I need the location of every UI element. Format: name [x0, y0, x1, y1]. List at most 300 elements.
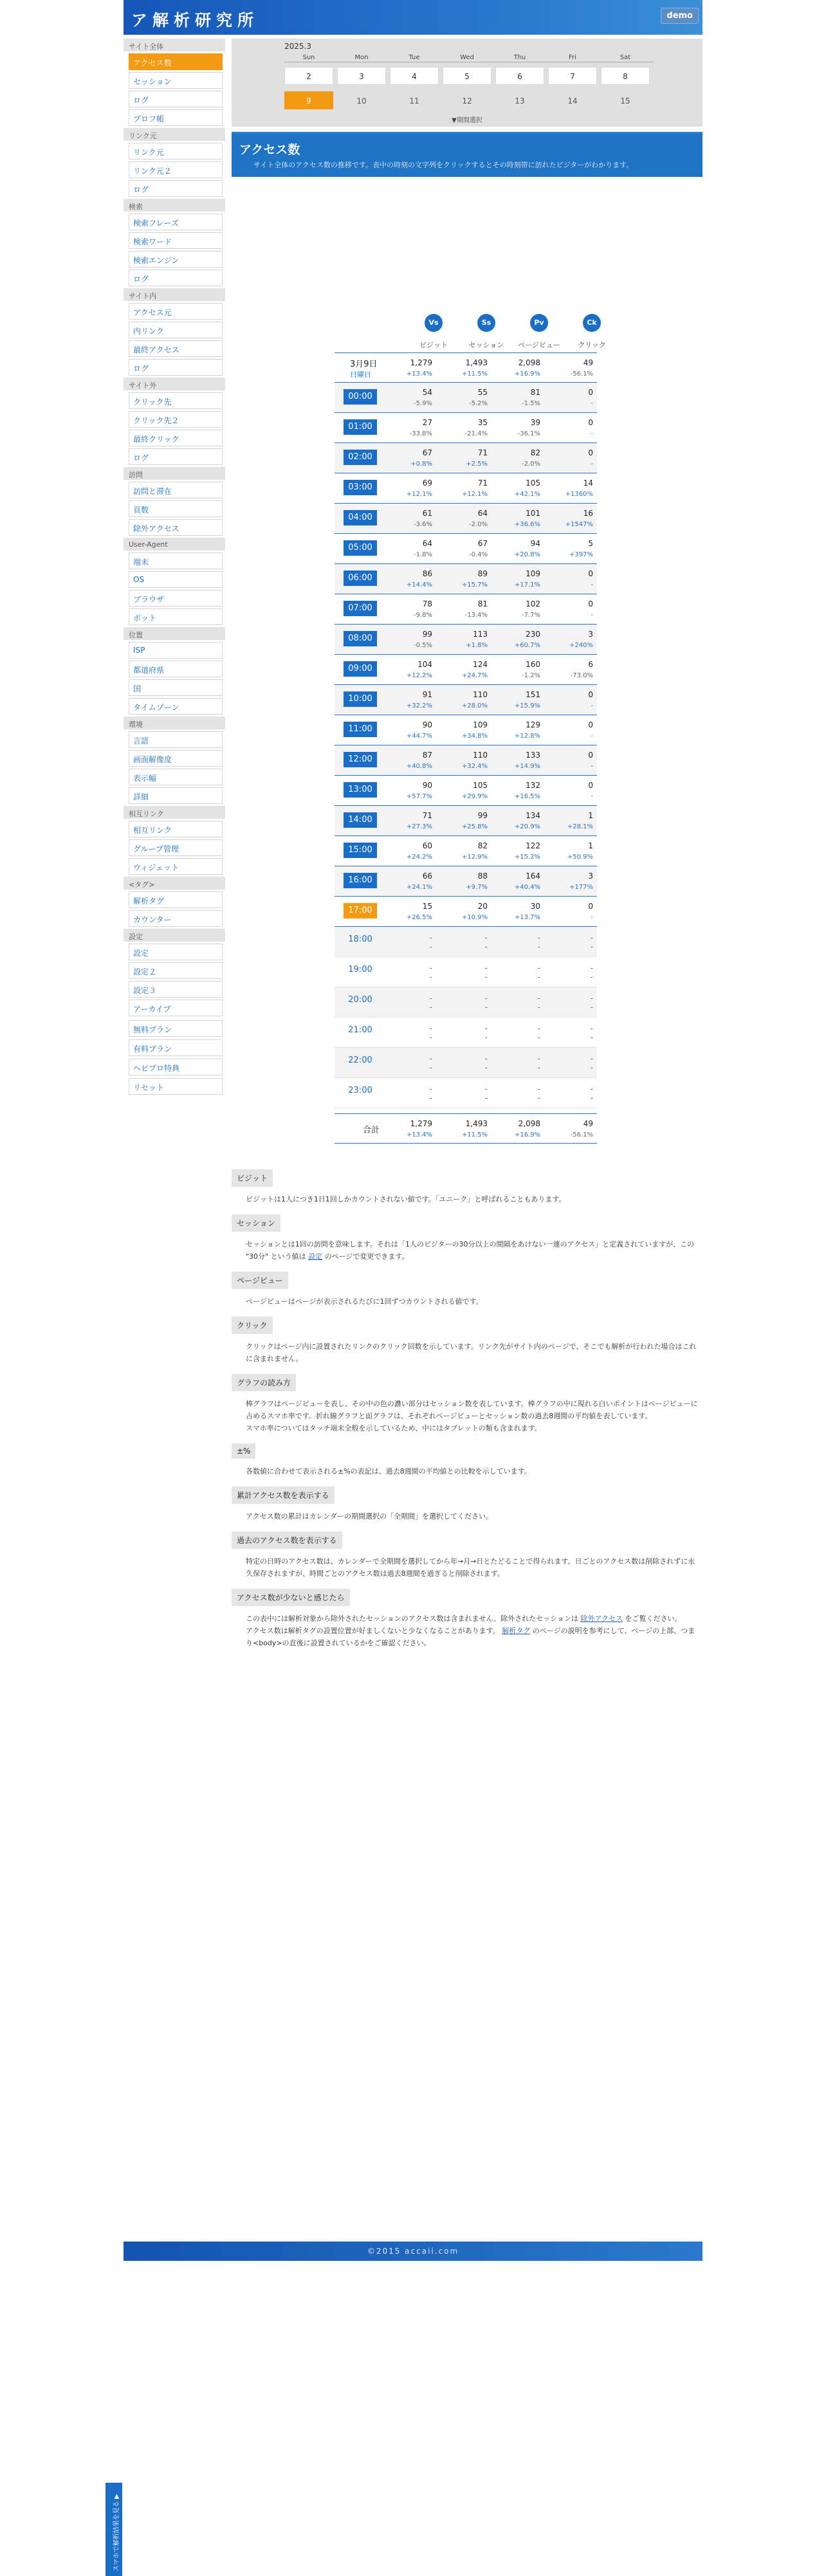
help-note-body [232, 1295, 702, 1308]
stat-value: 0 [588, 751, 593, 760]
stat-value: 110 [473, 690, 488, 699]
sidebar-group-head: User-Agent [124, 538, 225, 551]
sidebar-item[interactable]: カウンター [129, 910, 223, 927]
stat-rate: +240% [569, 642, 593, 649]
calendar-weekday: Wed [460, 54, 474, 61]
calendar-weekday: Fri [569, 54, 576, 61]
calendar-day[interactable]: 9 [284, 91, 333, 109]
help-note-link[interactable]: 設定 [308, 1252, 323, 1261]
stat-value: 160 [526, 660, 540, 669]
sidebar-group [124, 39, 225, 126]
calendar-day[interactable]: 5 [443, 67, 491, 85]
sidebar-group-head: 検索 [124, 199, 225, 212]
summary-date: 3月9日 [350, 360, 378, 369]
empty-value: - [537, 994, 540, 1003]
sidebar-group-head: サイト内 [124, 288, 225, 301]
total-row [335, 1113, 597, 1144]
stat-value: 3 [588, 630, 593, 639]
stat-value: 82 [530, 448, 540, 457]
hour-link[interactable]: 01:00 [344, 419, 377, 435]
stat-rate: - [591, 400, 593, 407]
help-note-link[interactable]: 除外アクセス [580, 1614, 623, 1623]
column-icon-vs: Vs [425, 314, 443, 332]
stat-rate: +12.8% [514, 733, 540, 740]
sidebar-item[interactable]: クリック先 [129, 392, 223, 409]
stat-value: 88 [477, 872, 488, 881]
stat-rate: +12.2% [406, 672, 432, 679]
hour-row [335, 473, 597, 504]
sidebar-item[interactable]: 相互リンク [129, 821, 223, 837]
stat-value: 6 [588, 660, 593, 669]
stat-value: 91 [422, 690, 432, 699]
calendar-day[interactable]: 11 [409, 96, 419, 105]
future-hour-row [335, 1078, 597, 1108]
hour-link[interactable]: 16:00 [344, 873, 377, 888]
stat-value: 67 [422, 448, 432, 457]
calendar-day[interactable]: 15 [620, 96, 630, 105]
hour-link[interactable]: 02:00 [344, 450, 377, 465]
calendar-day[interactable]: 8 [601, 67, 650, 85]
stat-rate: +15.7% [461, 581, 488, 589]
sidebar-nav [124, 39, 225, 1097]
help-note-head: セッション [232, 1214, 280, 1232]
stat-rate: -33.8% [409, 430, 432, 437]
stat-value: 1,279 [410, 358, 432, 367]
empty-rate: - [484, 942, 488, 951]
future-hour-label: 23:00 [348, 1086, 372, 1095]
hour-row [335, 564, 597, 594]
future-hour-row [335, 987, 597, 1018]
help-note-text [246, 1340, 700, 1365]
stat-value: 0 [588, 720, 593, 729]
sidebar-plan-item[interactable]: 無料プラン [129, 1020, 223, 1037]
hour-row [335, 443, 597, 473]
sidebar-item[interactable]: 端末 [129, 553, 223, 569]
stat-value: 99 [422, 630, 432, 639]
stat-rate: -5.2% [468, 400, 488, 407]
stat-rate: +50.9% [567, 854, 593, 861]
calendar-day[interactable]: 3 [337, 67, 386, 85]
demo-badge[interactable]: demo [661, 8, 699, 24]
stat-rate: - [591, 763, 593, 770]
help-note-text: アクセス数の累計はカレンダーの期間選択の「全期間」を選択してください。 [246, 1512, 493, 1521]
stat-rate: -13.4% [464, 612, 488, 619]
stat-rate: +24.1% [406, 884, 432, 891]
help-note-text: アクセス数は解析タグの設置位置が好ましくないと少なくなることがあります。 [246, 1627, 502, 1635]
stat-rate: +12.9% [461, 854, 488, 861]
stat-value: 0 [588, 781, 593, 790]
stat-value: 101 [526, 509, 540, 518]
stat-value: 102 [526, 599, 540, 608]
empty-rate: - [590, 1093, 593, 1102]
help-note [232, 1272, 702, 1308]
stat-value: 71 [477, 448, 488, 457]
stat-value: 164 [526, 872, 540, 881]
empty-rate: - [537, 1063, 540, 1072]
sidebar-item[interactable]: 言語 [129, 731, 223, 748]
help-note-text [246, 1398, 700, 1422]
stat-rate: +397% [569, 551, 593, 558]
stat-rate: +40.8% [406, 763, 432, 770]
stat-value: 1,493 [465, 358, 488, 367]
stat-value: 27 [422, 418, 432, 427]
sidebar-item[interactable]: タイムゾーン [129, 698, 223, 715]
stat-rate: +2.5% [466, 461, 488, 468]
calendar-day[interactable]: 7 [548, 67, 597, 85]
stat-value: 0 [588, 448, 593, 457]
sidebar-group-head: サイト全体 [124, 39, 225, 51]
sidebar-item[interactable]: 頁数 [129, 500, 223, 517]
stat-rate: +20.8% [514, 551, 540, 558]
stat-rate: - [591, 430, 593, 437]
stat-rate: -56.1% [570, 370, 593, 378]
help-note-text: 各数値に合わせて表示される±%の表記は、過去8週間の平均値との比較を示しています。 [246, 1467, 531, 1475]
stat-rate: +13.4% [406, 370, 432, 378]
empty-rate: - [590, 1003, 593, 1012]
stat-rate: -1.8% [413, 551, 432, 558]
calendar-day[interactable]: 4 [390, 67, 439, 85]
empty-rate: - [537, 1033, 540, 1042]
hour-link[interactable]: 13:00 [344, 782, 377, 798]
stat-value: 134 [526, 811, 540, 820]
empty-rate: - [429, 1003, 432, 1012]
sidebar-item[interactable]: セッション [129, 72, 223, 89]
stat-rate: +29.9% [461, 793, 488, 800]
stat-value: 90 [422, 720, 432, 729]
stat-value: 71 [422, 811, 432, 820]
sidebar-item[interactable]: ログ [129, 91, 223, 107]
help-note [232, 1486, 702, 1522]
help-note-text [246, 1555, 700, 1580]
empty-rate: - [429, 973, 432, 982]
stat-rate: -3.6% [413, 521, 432, 528]
stat-value: 104 [418, 660, 432, 669]
stat-value: 0 [588, 599, 593, 608]
help-note-body [232, 1612, 702, 1649]
sidebar-item[interactable]: ログ [129, 180, 223, 197]
empty-rate: - [484, 1063, 488, 1072]
column-icon-ss: Ss [477, 314, 495, 332]
sidebar-item[interactable]: 画面解像度 [129, 750, 223, 767]
stat-rate: +57.7% [406, 793, 432, 800]
stat-value: 15 [422, 902, 432, 911]
empty-value: - [590, 1054, 593, 1063]
stat-rate: +28.0% [461, 702, 488, 709]
stat-value: 82 [477, 841, 488, 850]
calendar-day[interactable]: 14 [567, 96, 578, 105]
help-note-head: クリック [232, 1317, 273, 1334]
hour-link[interactable]: 17:00 [344, 903, 377, 918]
hour-link[interactable]: 04:00 [344, 510, 377, 525]
column-label: ビジット [419, 341, 448, 349]
sidebar-group [124, 538, 225, 625]
total-label: 合計 [363, 1126, 380, 1135]
empty-rate: - [537, 942, 540, 951]
help-note-text [246, 1510, 700, 1522]
hour-link[interactable]: 05:00 [344, 540, 377, 556]
sidebar-item[interactable]: 設定２ [129, 962, 223, 979]
stat-rate: +28.1% [567, 823, 593, 830]
calendar-day[interactable]: 6 [495, 67, 544, 85]
future-hour-row [335, 957, 597, 987]
hour-link[interactable]: 11:00 [344, 722, 377, 737]
sidebar-item[interactable]: ログ [129, 359, 223, 376]
access-stats-table [335, 314, 606, 1144]
period-select-toggle[interactable]: ▼期間選択 [452, 117, 482, 124]
empty-value: - [484, 1084, 488, 1093]
help-note-body [232, 1510, 702, 1522]
stat-rate: +0.8% [410, 461, 432, 468]
stat-rate: - [591, 733, 593, 740]
calendar-month: 2025.3 [284, 42, 311, 51]
sidebar-item[interactable]: 国 [129, 679, 223, 696]
stat-value: 39 [530, 418, 540, 427]
sidebar-item[interactable]: クリック先２ [129, 411, 223, 428]
sidebar-item[interactable]: アクセス数 [129, 53, 223, 70]
future-hour-row [335, 1048, 597, 1078]
future-hour-row [335, 1018, 597, 1048]
empty-rate: - [429, 942, 432, 951]
sidebar-item[interactable]: ウィジェット [129, 858, 223, 875]
help-note-body [232, 1238, 702, 1263]
sidebar-item[interactable]: 除外アクセス [129, 519, 223, 536]
stat-rate: - [591, 461, 593, 468]
calendar-day[interactable]: 13 [515, 96, 525, 105]
help-note-text: ページビューはページが表示されるたびに1回ずつカウントされる値です。 [246, 1297, 483, 1306]
sidebar-item[interactable]: 検索ワード [129, 232, 223, 249]
stat-value: 0 [588, 418, 593, 427]
sidebar-item[interactable]: 都道府県 [129, 661, 223, 677]
sidebar-item[interactable]: 詳細 [129, 787, 223, 804]
empty-value: - [484, 933, 488, 942]
stat-value: 113 [473, 630, 488, 639]
stat-value: 86 [422, 569, 432, 578]
stat-value: 0 [588, 902, 593, 911]
smartphone-view-tab[interactable] [106, 2483, 122, 2576]
stat-value: 0 [588, 690, 593, 699]
stat-value: 49 [583, 358, 593, 367]
empty-rate: - [537, 1093, 540, 1102]
help-note-head: ページビュー [232, 1272, 288, 1289]
hour-link[interactable]: 00:00 [344, 389, 377, 405]
sidebar-item[interactable]: リンク元 [129, 143, 223, 160]
empty-value: - [429, 1024, 432, 1033]
empty-value: - [590, 964, 593, 973]
calendar-day[interactable]: 10 [356, 96, 367, 105]
stat-value: 1 [588, 811, 593, 820]
stat-rate: +26.5% [406, 914, 432, 921]
help-note-text [246, 1612, 700, 1625]
stat-value: 122 [526, 841, 540, 850]
stat-value: 16 [583, 509, 593, 518]
hour-row [335, 594, 597, 625]
help-note-text: のページの説明を参考にして、ページの上部、つまり<body>の直後に設置されているかをご確認ください。 [246, 1627, 695, 1647]
hour-row [335, 413, 597, 443]
hour-link[interactable]: 14:00 [344, 812, 377, 828]
stat-value: 1 [588, 841, 593, 850]
help-note-body [232, 1555, 702, 1580]
stat-value: 2,098 [518, 1119, 540, 1128]
stat-rate: +32.4% [461, 763, 488, 770]
sidebar-item[interactable]: プロフ帳 [129, 109, 223, 126]
sidebar-item[interactable]: 最終アクセス [129, 340, 223, 357]
stat-value: 30 [530, 902, 540, 911]
sidebar-item[interactable]: OS [129, 571, 223, 588]
calendar [232, 39, 702, 127]
empty-rate: - [590, 1033, 593, 1042]
sidebar-group-head: サイト外 [124, 378, 225, 390]
help-note-text [246, 1625, 700, 1649]
sidebar-plan-item[interactable]: ヘビプロ特典 [129, 1059, 223, 1075]
stat-value: 66 [422, 872, 432, 881]
site-logo[interactable]: ア解析研究所 [131, 11, 259, 30]
stat-value: 129 [526, 720, 540, 729]
empty-value: - [537, 1054, 540, 1063]
stat-rate: +24.7% [461, 672, 488, 679]
sidebar-item[interactable]: アクセス元 [129, 303, 223, 320]
day-summary-row [335, 352, 597, 383]
future-hour-label: 19:00 [348, 965, 372, 974]
sidebar-item[interactable]: 訪問と滞在 [129, 482, 223, 498]
stat-value: 109 [473, 720, 488, 729]
stat-rate: +11.5% [461, 370, 488, 378]
empty-value: - [429, 933, 432, 942]
empty-value: - [590, 994, 593, 1003]
stat-rate: -5.9% [413, 400, 432, 407]
calendar-weekday: Sun [302, 54, 315, 61]
sidebar-group-head: 訪問 [124, 467, 225, 480]
sidebar-item[interactable]: ISP [129, 642, 223, 659]
help-note-head: 過去のアクセス数を表示する [232, 1531, 342, 1549]
empty-rate: - [429, 1093, 432, 1102]
hour-row [335, 504, 597, 534]
help-note [232, 1374, 702, 1434]
sidebar-plan-item[interactable]: 有料プラン [129, 1039, 223, 1056]
sidebar-item[interactable]: アーカイブ [129, 1000, 223, 1016]
stat-rate: -9.8% [413, 612, 432, 619]
empty-rate: - [429, 1033, 432, 1042]
sidebar-group [124, 877, 225, 927]
calendar-day[interactable]: 2 [284, 67, 333, 85]
help-note-text [246, 1465, 700, 1477]
help-note-body [232, 1193, 702, 1205]
help-note-text [246, 1238, 700, 1263]
stat-value: 230 [526, 630, 540, 639]
page-title-box [232, 132, 702, 177]
sidebar-item[interactable]: リンク元２ [129, 161, 223, 178]
help-note-text: をご覧ください。 [623, 1614, 682, 1623]
empty-rate: - [484, 1033, 488, 1042]
sidebar-plan-item[interactable]: リセット [129, 1078, 223, 1095]
help-note [232, 1214, 702, 1263]
stat-value: 5 [588, 539, 593, 548]
stat-value: 1,493 [465, 1119, 488, 1128]
help-note-head: ビジット [232, 1169, 273, 1187]
calendar-day[interactable]: 12 [462, 96, 472, 105]
help-note-text [246, 1193, 700, 1205]
calendar-weekday: Tue [408, 54, 420, 61]
sidebar-item[interactable]: ログ [129, 269, 223, 286]
stat-rate: -7.7% [521, 612, 540, 619]
sidebar-item[interactable]: 設定 [129, 944, 223, 960]
sidebar-item[interactable]: 検索フレーズ [129, 214, 223, 230]
hour-link[interactable]: 08:00 [344, 631, 377, 646]
stat-value: 14 [583, 479, 593, 488]
column-label: クリック [578, 341, 606, 349]
calendar-weekday: Thu [513, 54, 526, 61]
sidebar-item[interactable]: ブラウザ [129, 590, 223, 607]
hour-link[interactable]: 09:00 [344, 661, 377, 677]
help-note-body [232, 1340, 702, 1365]
sidebar-item[interactable]: 最終クリック [129, 430, 223, 446]
stat-rate: - [591, 612, 593, 619]
stat-rate: -73.0% [570, 672, 593, 679]
hour-link[interactable]: 07:00 [344, 601, 377, 616]
stat-value: 1,279 [410, 1119, 432, 1128]
hour-row [335, 534, 597, 564]
empty-rate: - [537, 1003, 540, 1012]
sidebar-item[interactable]: 検索エンジン [129, 251, 223, 268]
hour-row [335, 715, 597, 745]
sidebar-item[interactable]: ボット [129, 608, 223, 625]
help-note-text: 棒グラフはページビューを表し、その中の色の濃い部分はセッション数を表しています。棒グラフの中に現れる白いポイントはページビューに占めるスマホ率です。折れ線グラフと面グラフは、それぞれページビューとセッション数の過去8週間の平均値を表しています。 [246, 1400, 698, 1420]
empty-value: - [537, 1084, 540, 1093]
stat-rate: +1547% [565, 521, 593, 528]
sidebar-item[interactable]: 表示幅 [129, 769, 223, 785]
stat-value: 35 [477, 418, 488, 427]
hour-link[interactable]: 06:00 [344, 571, 377, 586]
help-note-head: グラフの読み方 [232, 1374, 296, 1391]
hour-link[interactable]: 12:00 [344, 752, 377, 767]
stat-value: 105 [473, 781, 488, 790]
stat-rate: +17.1% [514, 581, 540, 589]
sidebar-item[interactable]: グループ管理 [129, 839, 223, 856]
page-description: サイト全体のアクセス数の推移です。表中の時刻の文字列をクリックするとその時刻帯に訪れたビジターがわかります。 [253, 161, 634, 169]
stat-value: 69 [422, 479, 432, 488]
stat-value: 2,098 [518, 358, 540, 367]
hour-link[interactable]: 10:00 [344, 691, 377, 707]
stat-rate: +9.7% [466, 884, 488, 891]
sidebar-item[interactable]: ログ [129, 448, 223, 465]
stat-value: 133 [526, 751, 540, 760]
stat-rate: +14.9% [514, 763, 540, 770]
stat-rate: +16.9% [514, 370, 540, 378]
stat-value: 60 [422, 841, 432, 850]
sidebar-item[interactable]: 設定３ [129, 981, 223, 998]
stat-rate: +32.2% [406, 702, 432, 709]
stat-rate: -0.5% [413, 642, 432, 649]
future-hour-label: 22:00 [348, 1055, 372, 1065]
help-note-text: のページで変更できます。 [322, 1252, 409, 1261]
stat-rate: +15.2% [514, 854, 540, 861]
empty-value: - [590, 1084, 593, 1093]
stat-value: 132 [526, 781, 540, 790]
stat-value: 109 [526, 569, 540, 578]
hour-link[interactable]: 15:00 [344, 843, 377, 858]
stat-rate: +60.7% [514, 642, 540, 649]
stat-value: 78 [422, 599, 432, 608]
column-label: ページビュー [518, 341, 560, 349]
empty-rate: - [484, 1003, 488, 1012]
stat-rate: - [591, 793, 593, 800]
hour-link[interactable]: 03:00 [344, 480, 377, 495]
help-note-link[interactable]: 解析タグ [502, 1627, 531, 1635]
sidebar-item[interactable]: 解析タグ [129, 891, 223, 908]
stat-value: 110 [473, 751, 488, 760]
empty-rate: - [484, 973, 488, 982]
sidebar-item[interactable]: 内リンク [129, 322, 223, 338]
help-note-text: この表中には解析対象から除外されたセッションのアクセス数は含まれません。除外されたセッションは [246, 1614, 581, 1623]
